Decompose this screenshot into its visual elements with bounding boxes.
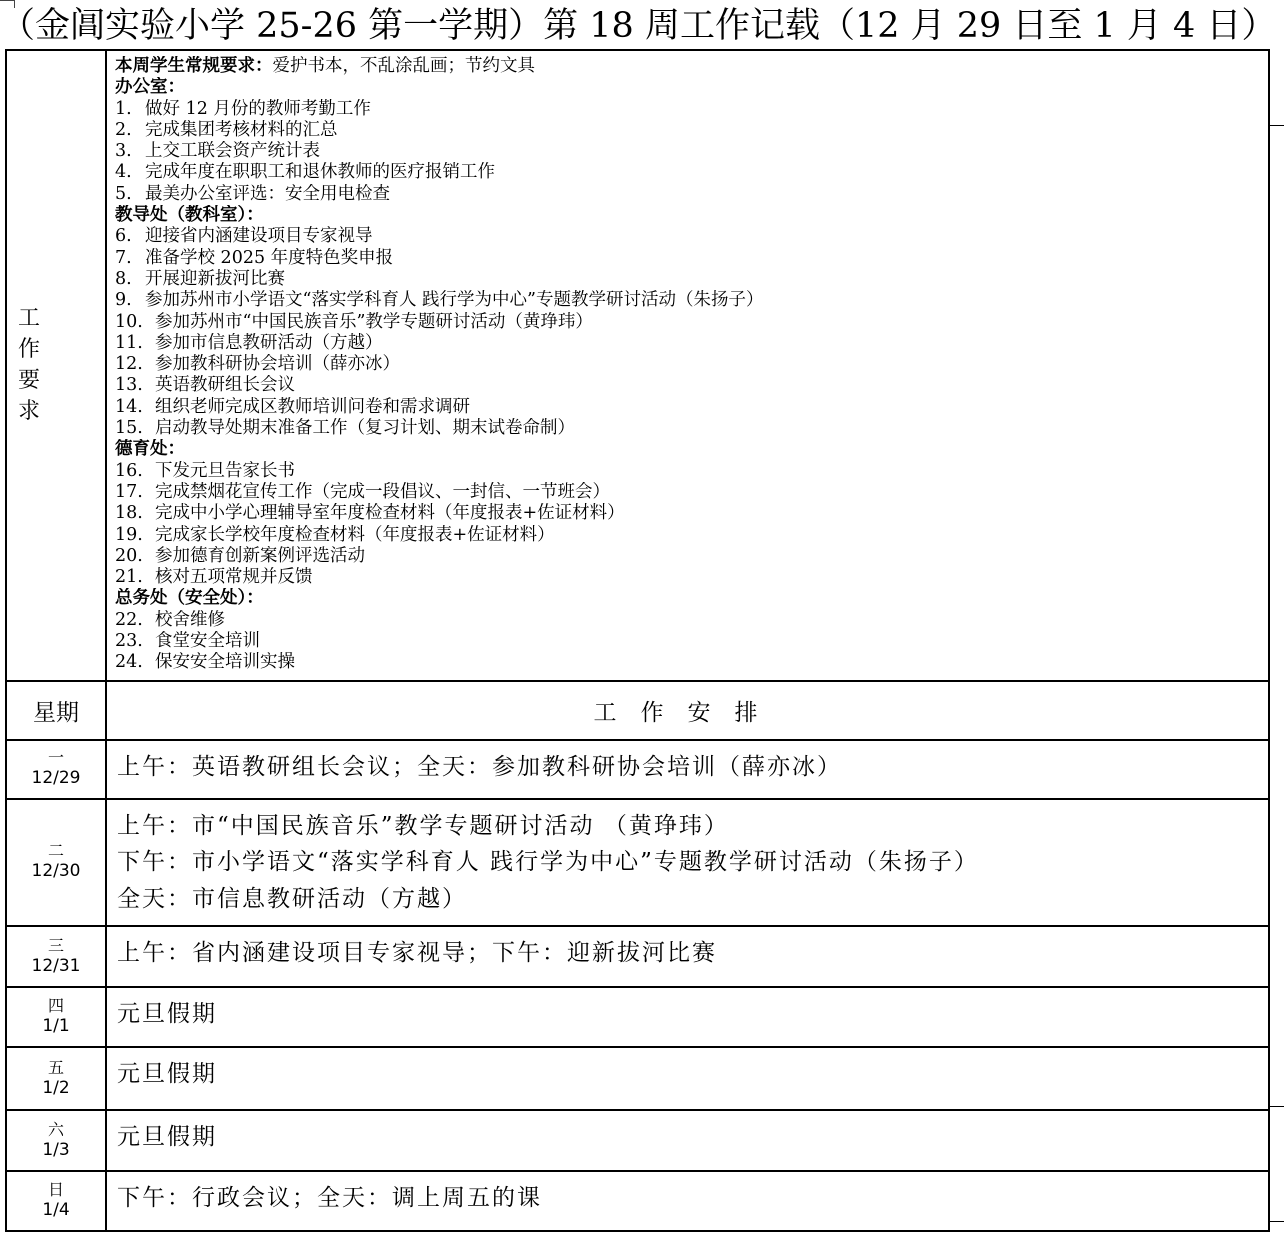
weekday-cell [6, 926, 106, 987]
schedule-row [6, 799, 1269, 927]
weekday-cell [6, 799, 106, 927]
requirement-number: 7. [115, 247, 132, 268]
schedule-row [6, 1110, 1269, 1171]
weekday-date: 1/3 [42, 1139, 70, 1160]
requirements-label [16, 303, 42, 427]
margin-tick [1270, 1221, 1284, 1222]
schedule-body [6, 740, 1269, 1232]
weekday-name: 一 [47, 748, 64, 768]
requirement-number: 15. [115, 418, 143, 439]
requirement-item [115, 631, 1268, 652]
requirement-number: 10. [115, 311, 143, 332]
weekday-date: 12/31 [31, 955, 81, 976]
work-arrangement-cell [106, 926, 1269, 987]
work-arrangement-line: 下午：行政会议；全天：调上周五的课 [117, 1185, 542, 1212]
requirement-number: 13. [115, 375, 143, 396]
requirement-item [115, 546, 1268, 567]
schedule-row [6, 1047, 1269, 1110]
requirement-text: 参加苏州市小学语文“落实学科育人 践行学为中心”专题教学研讨活动（朱扬子） [145, 290, 764, 311]
requirement-text: 保安安全培训实操 [155, 652, 295, 673]
work-arrangement-line: 元旦假期 [117, 1061, 217, 1088]
document-title: （金阊实验小学 25-26 第一学期）第 18 周工作记载（12 月 29 日至 1 月 4 日） [0, 6, 1277, 46]
requirement-text: 开展迎新拔河比赛 [145, 268, 285, 289]
department-heading-text: 办公室： [115, 77, 185, 98]
requirement-item [115, 525, 1268, 546]
requirement-number: 21. [115, 567, 143, 588]
department-heading-text: 德育处： [115, 439, 185, 460]
requirement-text: 参加德育创新案例评选活动 [155, 545, 365, 566]
department-heading [115, 205, 1268, 226]
requirements-label-char: 工 [17, 306, 40, 332]
work-arrangement-cell [106, 1171, 1269, 1231]
weekday-header: 星期 [6, 681, 106, 740]
requirement-text: 下发元旦告家长书 [155, 460, 295, 481]
work-arrangement-cell [106, 799, 1269, 927]
requirement-item [115, 290, 1268, 311]
work-record-table [5, 49, 1270, 1232]
department-heading [115, 588, 1268, 609]
schedule-row [6, 740, 1269, 799]
requirements-row [6, 50, 1269, 681]
requirement-text: 启动教导处期末准备工作（复习计划、期末试卷命制） [155, 418, 575, 439]
requirement-number: 14. [115, 396, 143, 417]
work-arrangement-line: 上午：市“中国民族音乐”教学专题研讨活动 （黄琤玮） [117, 812, 729, 839]
weekday-name: 二 [47, 841, 64, 861]
requirement-text: 参加教科研协会培训（薛亦冰） [155, 354, 400, 375]
requirement-text: 组织老师完成区教师培训问卷和需求调研 [155, 396, 470, 417]
margin-tick [1270, 1106, 1284, 1107]
requirement-item [115, 461, 1268, 482]
requirement-item [115, 162, 1268, 183]
requirement-number: 2. [115, 119, 132, 140]
requirement-number: 16. [115, 460, 143, 481]
requirement-item [115, 99, 1268, 120]
student-rule-line [115, 56, 1268, 77]
requirement-item [115, 567, 1268, 588]
work-arrangement-cell [106, 1110, 1269, 1171]
requirement-text: 完成禁烟花宣传工作（完成一段倡议、一封信、一节班会） [155, 481, 610, 502]
requirement-text: 上交工联会资产统计表 [145, 141, 320, 162]
requirement-text: 食堂安全培训 [155, 631, 260, 652]
weekday-date: 12/29 [31, 768, 81, 789]
requirement-item [115, 503, 1268, 524]
requirement-item [115, 418, 1268, 439]
requirement-text: 核对五项常规并反馈 [155, 567, 313, 588]
requirement-number: 19. [115, 524, 143, 545]
requirement-item [115, 482, 1268, 503]
weekday-name: 四 [47, 996, 64, 1016]
schedule-row [6, 1171, 1269, 1231]
requirement-number: 8. [115, 268, 132, 289]
requirement-number: 20. [115, 545, 143, 566]
requirement-number: 22. [115, 609, 143, 630]
requirement-item [115, 397, 1268, 418]
weekday-name: 五 [47, 1057, 64, 1077]
requirement-text: 完成家长学校年度检查材料（年度报表+佐证材料） [155, 524, 555, 545]
requirement-text: 迎接省内涵建设项目专家视导 [145, 226, 373, 247]
work-arrangement-cell [106, 1047, 1269, 1110]
requirement-number: 6. [115, 226, 132, 247]
weekday-cell [6, 987, 106, 1047]
requirement-item [115, 375, 1268, 396]
department-heading-text: 总务处（安全处）： [115, 588, 264, 609]
requirement-item [115, 610, 1268, 631]
weekday-cell [6, 740, 106, 799]
requirement-text: 完成中小学心理辅导室年度检查材料（年度报表+佐证材料） [155, 503, 625, 524]
margin-tick [1270, 125, 1284, 126]
work-arrangement-cell [106, 740, 1269, 799]
weekday-name: 日 [47, 1180, 64, 1200]
work-arrangement-cell [106, 987, 1269, 1047]
requirement-text: 参加市信息教研活动（方越） [155, 332, 383, 353]
requirement-number: 11. [115, 332, 143, 353]
department-heading [115, 439, 1268, 460]
requirement-number: 24. [115, 652, 143, 673]
work-arrangement-line: 全天：市信息教研活动（方越） [117, 885, 467, 912]
work-arrangement-line: 元旦假期 [117, 1124, 217, 1151]
weekday-date: 1/1 [42, 1016, 70, 1037]
requirement-item [115, 333, 1268, 354]
department-heading-text: 教导处（教科室）： [115, 205, 264, 226]
requirement-text: 最美办公室评选：安全用电检查 [145, 183, 390, 204]
requirement-text: 做好 12 月份的教师考勤工作 [145, 98, 371, 119]
requirement-number: 9. [115, 290, 132, 311]
requirement-number: 12. [115, 354, 143, 375]
requirements-list [115, 77, 1268, 673]
student-rule-text: 爱护书本，不乱涂乱画；节约文具 [272, 56, 535, 76]
work-arrangement-line: 上午：英语教研组长会议；全天：参加教科研协会培训（薛亦冰） [117, 753, 842, 780]
requirements-label-char: 作 [17, 337, 40, 363]
requirement-number: 23. [115, 631, 143, 652]
requirement-text: 完成集团考核材料的汇总 [145, 119, 338, 140]
requirement-text: 校舍维修 [155, 609, 225, 630]
requirement-item [115, 269, 1268, 290]
requirements-label-char: 求 [17, 399, 40, 425]
weekday-cell [6, 1047, 106, 1110]
requirement-item [115, 184, 1268, 205]
work-arrangement-line: 下午：市小学语文“落实学科育人 践行学为中心”专题教学研讨活动（朱扬子） [117, 849, 979, 876]
weekday-name: 六 [47, 1119, 64, 1139]
requirement-item [115, 354, 1268, 375]
requirement-number: 18. [115, 503, 143, 524]
requirements-label-char: 要 [17, 368, 40, 394]
requirement-item [115, 312, 1268, 333]
weekday-name: 三 [47, 935, 64, 955]
weekday-date: 1/2 [42, 1077, 70, 1098]
requirement-item [115, 226, 1268, 247]
requirement-item [115, 248, 1268, 269]
schedule-row [6, 926, 1269, 987]
requirement-number: 1. [115, 98, 132, 119]
requirement-item [115, 141, 1268, 162]
requirement-item [115, 652, 1268, 673]
weekday-date: 1/4 [42, 1200, 70, 1221]
work-arrangement-line: 元旦假期 [117, 1001, 217, 1028]
requirement-text: 英语教研组长会议 [155, 375, 295, 396]
requirement-number: 17. [115, 481, 143, 502]
weekday-date: 12/30 [31, 861, 81, 882]
requirements-content [106, 50, 1269, 681]
requirements-label-cell [6, 50, 106, 681]
requirement-text: 完成年度在职职工和退休教师的医疗报销工作 [145, 162, 495, 183]
requirement-text: 准备学校 2025 年度特色奖申报 [145, 247, 394, 268]
requirement-text: 参加苏州市“中国民族音乐”教学专题研讨活动（黄琤玮） [155, 311, 593, 332]
work-arrangement-line: 上午：省内涵建设项目专家视导；下午：迎新拔河比赛 [117, 940, 717, 967]
requirement-number: 3. [115, 141, 132, 162]
requirement-number: 5. [115, 183, 132, 204]
schedule-header-row [6, 681, 1269, 740]
work-arrangement-header: 工作安排 [106, 681, 1269, 740]
department-heading [115, 77, 1268, 98]
weekday-cell [6, 1110, 106, 1171]
requirement-number: 4. [115, 162, 132, 183]
schedule-row [6, 987, 1269, 1047]
student-rule-label: 本周学生常规要求： [115, 56, 273, 76]
requirement-item [115, 120, 1268, 141]
weekday-cell [6, 1171, 106, 1231]
